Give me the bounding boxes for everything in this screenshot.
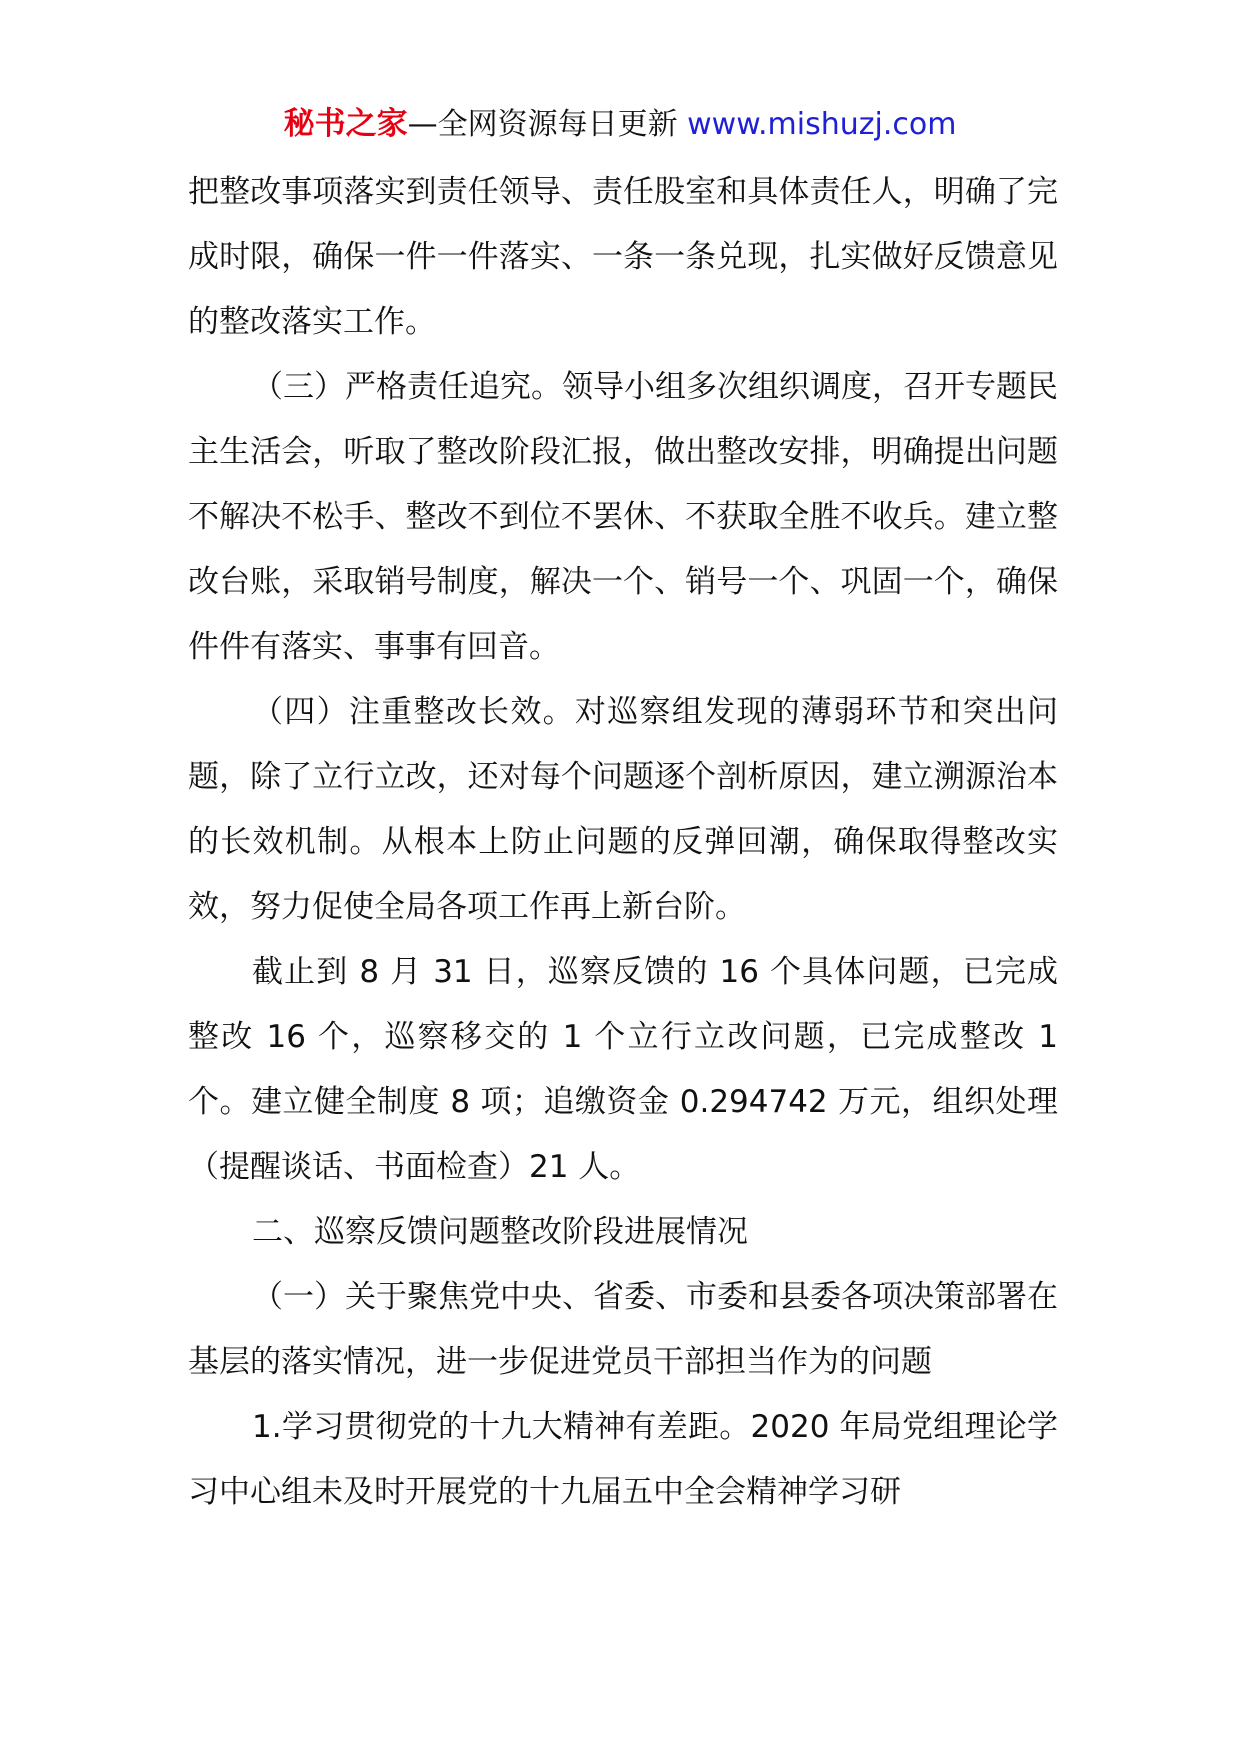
header-slogan: —全网资源每日更新: [407, 107, 688, 142]
section-heading: 二、巡察反馈问题整改阶段进展情况: [252, 1214, 748, 1250]
subsection-heading: （一）关于聚焦党中央、省委、市委和县委各项决策部署在基层的落实情况，进一步促进党员干部担当作为的问题: [188, 1279, 1058, 1380]
paragraph: （四）注重整改长效。对巡察组发现的薄弱环节和突出问题，除了立行立改，还对每个问题逐个剖析原因，建立溯源治本的长效机制。从根本上防止问题的反弹回潮，确保取得整改实效，努力促使全局各项工作再上新台阶。: [188, 694, 1058, 925]
document-body: [188, 160, 1058, 1525]
brand-name: 秘书之家: [283, 106, 408, 142]
site-url-link[interactable]: www.mishuzj.com: [687, 107, 957, 142]
site-header: [0, 102, 1240, 147]
paragraph: 把整改事项落实到责任领导、责任股室和具体责任人，明确了完成时限，确保一件一件落实、一条一条兑现，扎实做好反馈意见的整改落实工作。: [188, 174, 1058, 340]
paragraph: （三）严格责任追究。领导小组多次组织调度，召开专题民主生活会，听取了整改阶段汇报，做出整改安排，明确提出问题不解决不松手、整改不到位不罢休、不获取全胜不收兵。建立整改台账，采取销号制度，解决一个、销号一个、巩固一个，确保件件有落实、事事有回音。: [188, 369, 1058, 665]
paragraph: 1.学习贯彻党的十九大精神有差距。2020 年局党组理论学习中心组未及时开展党的十九届五中全会精神学习研: [188, 1409, 1058, 1510]
paragraph: 截止到 8 月 31 日，巡察反馈的 16 个具体问题，已完成整改 16 个，巡察移交的 1 个立行立改问题，已完成整改 1 个。建立健全制度 8 项；追缴资金 0.294742 万元，组织处理（提醒谈话、书面检查）21 人。: [188, 954, 1058, 1185]
